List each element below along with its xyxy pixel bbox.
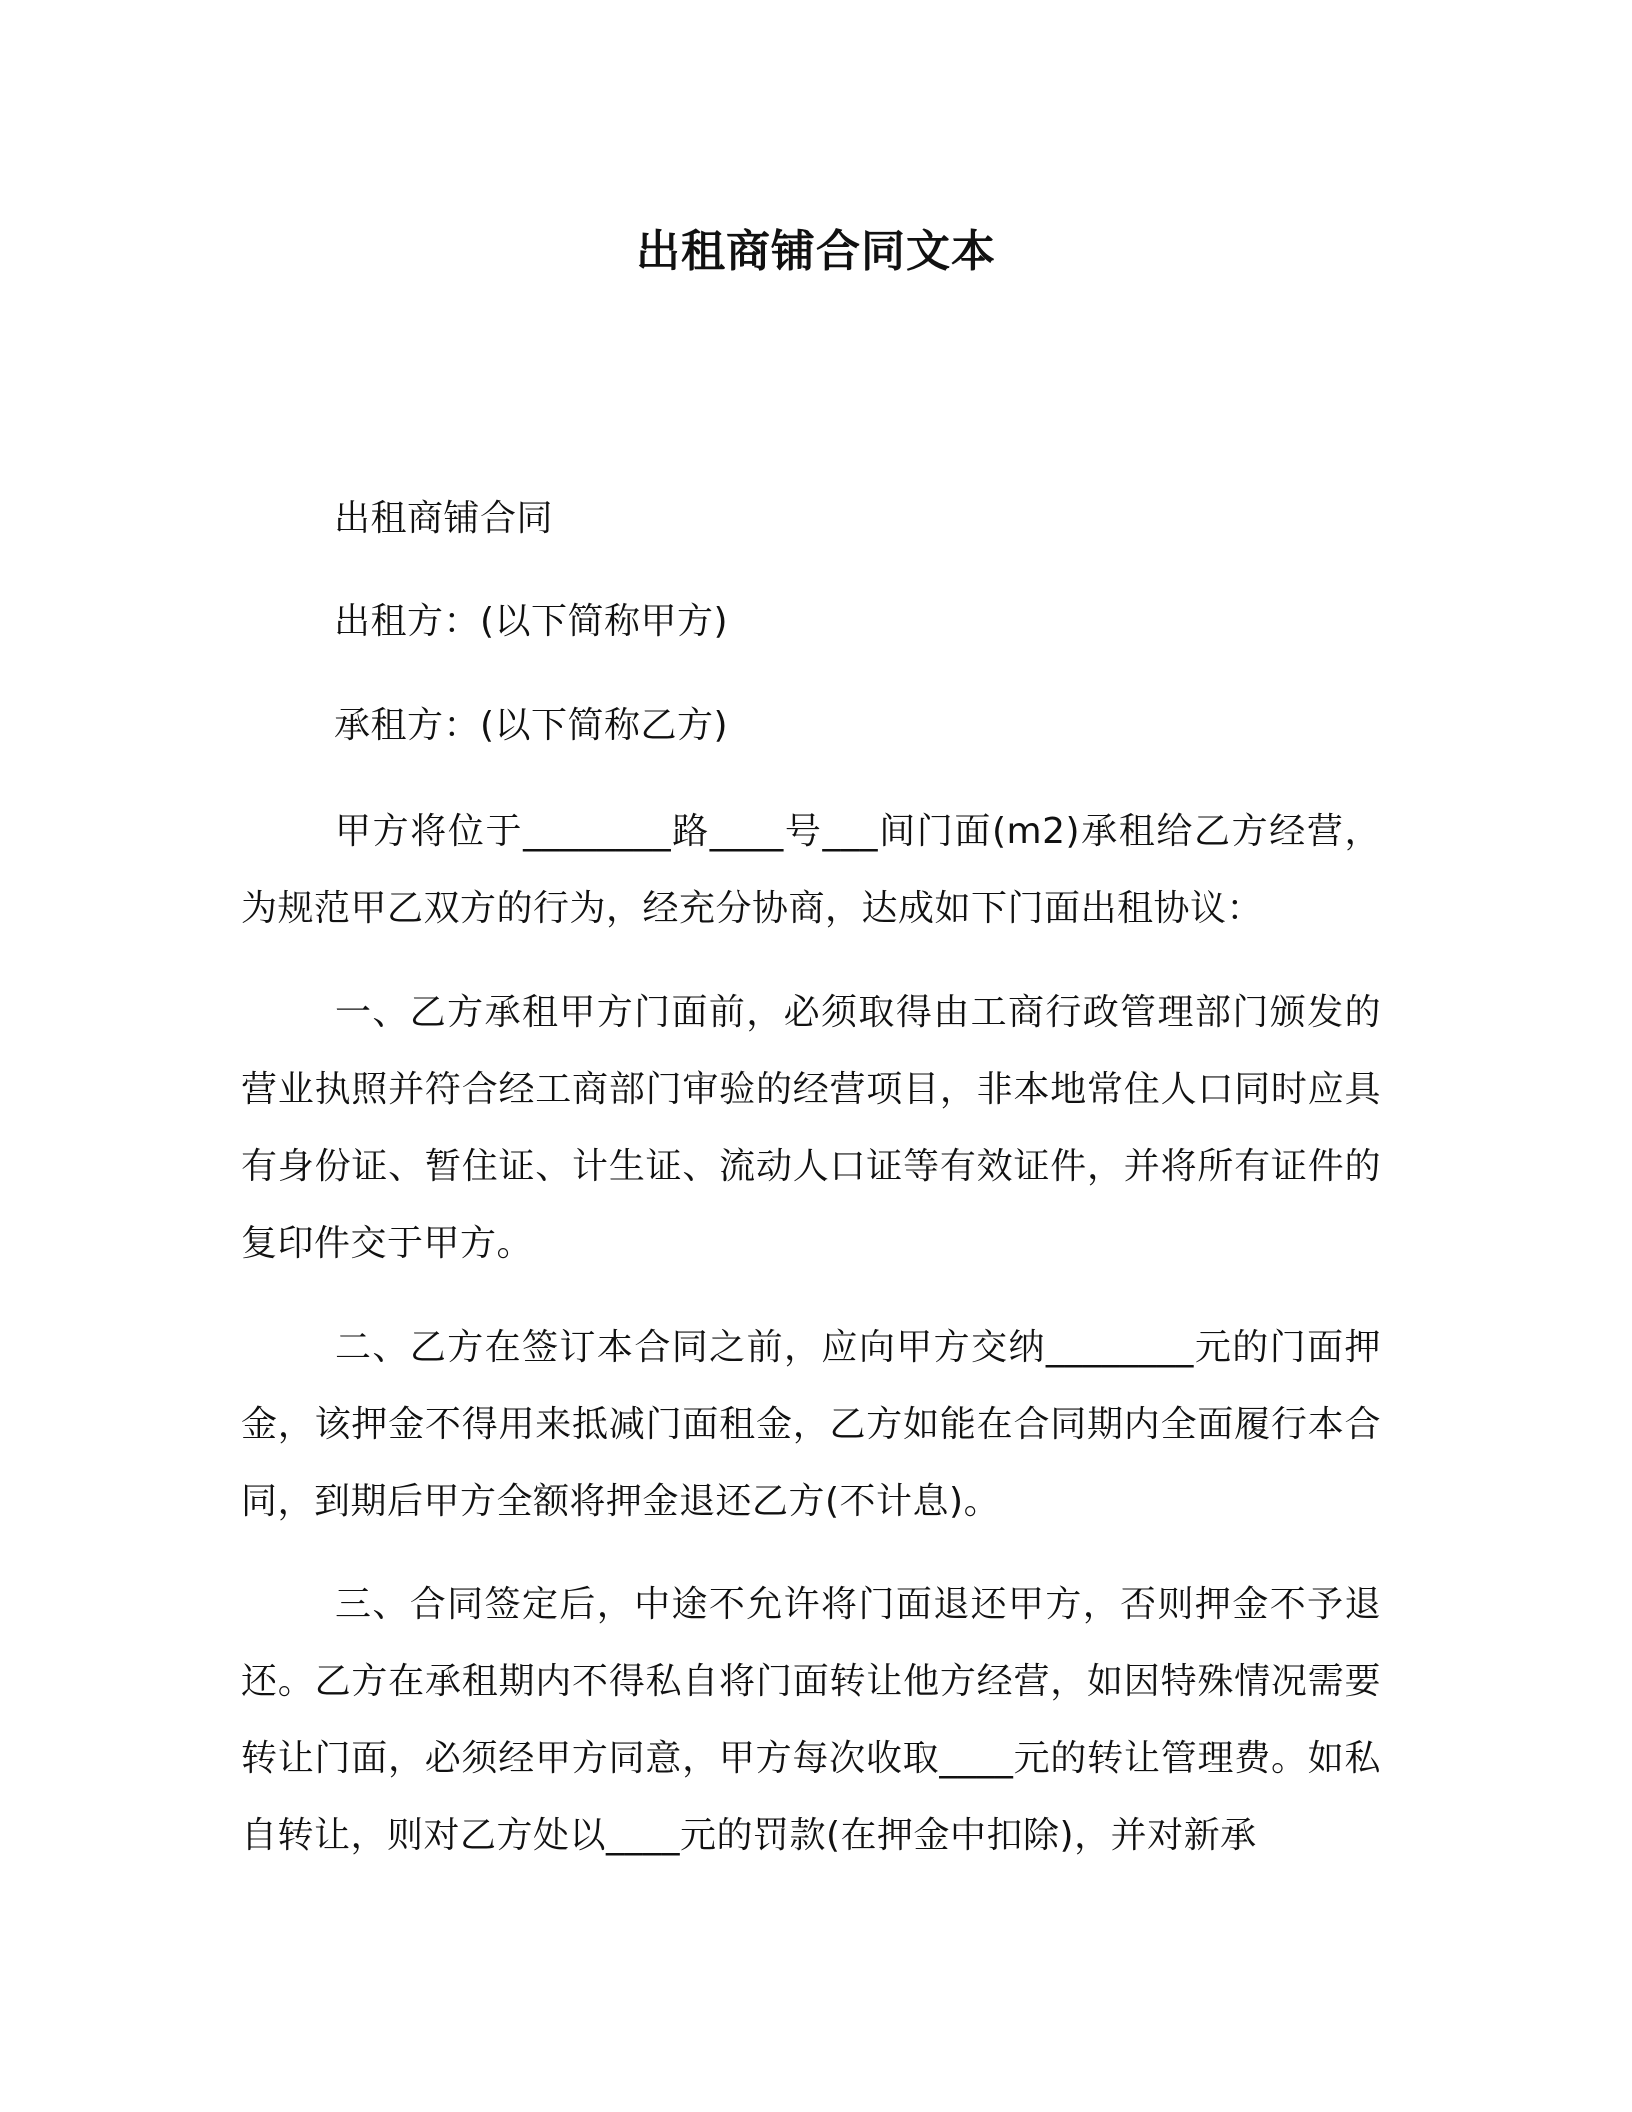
- lessor-line: 出租方：(以下简称甲方): [334, 601, 729, 642]
- clause-3-paragraph: 三、合同签定后，中途不允许将门面退还甲方，否则押金不予退还。乙方在承租期内不得私自将门面转让他方经营，如因特殊情况需要转让门面，必须经甲方同意，甲方每次收取____元的转让管理费。如私自转让，则对乙方处以____元的罚款(在押金中扣除)，并对新承: [241, 1584, 1381, 1856]
- contract-subtitle: 出租商铺合同: [334, 498, 554, 539]
- clause-1-paragraph: 一、乙方承租甲方门面前，必须取得由工商行政管理部门颁发的营业执照并符合经工商部门审验的经营项目，非本地常住人口同时应具有身份证、暂住证、计生证、流动人口证等有效证件，并将所有证件的复印件交于甲方。: [241, 992, 1381, 1264]
- document-title: 出租商铺合同文本: [636, 226, 996, 277]
- intro-paragraph: 甲方将位于________路____号___间门面(m2)承租给乙方经营，为规范甲乙双方的行为，经充分协商，达成如下门面出租协议：: [241, 811, 1381, 929]
- lessee-line: 承租方：(以下简称乙方): [334, 705, 729, 746]
- clause-2-paragraph: 二、乙方在签订本合同之前，应向甲方交纳________元的门面押金，该押金不得用来抵减门面租金，乙方如能在合同期内全面履行本合同，到期后甲方全额将押金退还乙方(不计息)。: [241, 1327, 1381, 1522]
